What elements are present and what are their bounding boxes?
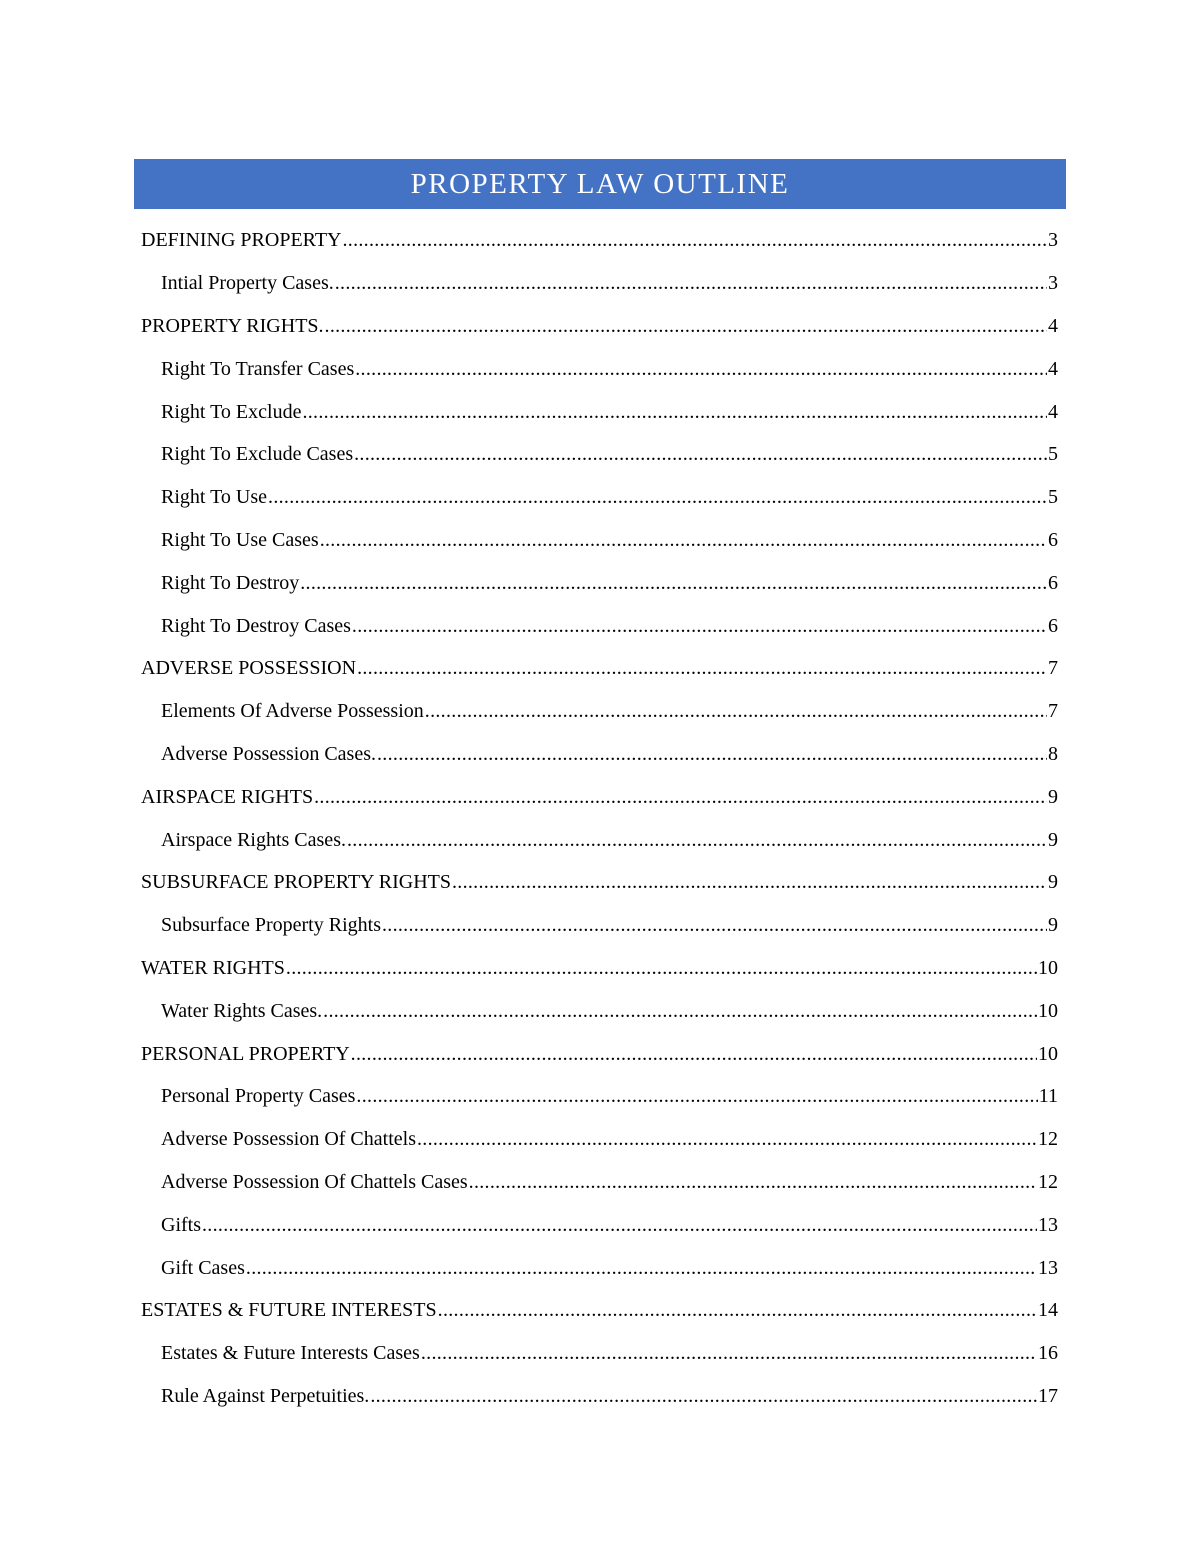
toc-dot-leader: [320, 530, 1047, 550]
toc-page-number: 17: [1038, 1384, 1058, 1407]
toc-heading-entry[interactable]: [141, 775, 1058, 818]
toc-dot-leader: [342, 230, 1047, 250]
toc-subheading-entry[interactable]: [141, 733, 1058, 776]
toc-entry-label: Elements Of Adverse Possession: [161, 700, 424, 723]
toc-page-number: 12: [1038, 1170, 1058, 1193]
toc-page-number: 9: [1048, 785, 1058, 808]
toc-page-number: 4: [1048, 400, 1058, 423]
toc-entry-label: Personal Property Cases: [161, 1085, 356, 1108]
toc-subheading-entry[interactable]: [141, 1118, 1058, 1161]
toc-page-number: 5: [1048, 486, 1058, 509]
toc-entry-label: Gifts: [161, 1213, 201, 1236]
toc-subheading-entry[interactable]: [141, 1375, 1058, 1418]
toc-heading-entry[interactable]: [141, 1032, 1058, 1075]
toc-entry-label: Right To Exclude: [161, 400, 302, 423]
toc-page-number: 9: [1048, 828, 1058, 851]
toc-dot-leader: [438, 1300, 1037, 1320]
toc-dot-leader: [370, 1386, 1037, 1406]
toc-entry-label: SUBSURFACE PROPERTY RIGHTS: [141, 871, 451, 894]
toc-page-number: 8: [1048, 742, 1058, 765]
toc-page-number: 9: [1048, 871, 1058, 894]
toc-entry-label: Right To Exclude Cases: [161, 443, 354, 466]
toc-page-number: 13: [1038, 1256, 1058, 1279]
toc-page-number: 11: [1038, 1085, 1058, 1108]
toc-dot-leader: [417, 1129, 1037, 1149]
toc-page-number: 6: [1048, 571, 1058, 594]
toc-entry-label: Gift Cases: [161, 1256, 245, 1279]
toc-entry-label: ESTATES & FUTURE INTERESTS: [141, 1299, 437, 1322]
toc-dot-leader: [323, 1001, 1037, 1021]
toc-entry-label: Water Rights Cases.: [161, 999, 323, 1022]
toc-entry-label: Subsurface Property Rights: [161, 914, 381, 937]
toc-subheading-entry[interactable]: [141, 1246, 1058, 1289]
toc-entry-label: Airspace Rights Cases.: [161, 828, 346, 851]
toc-entry-label: Right To Destroy: [161, 571, 300, 594]
toc-subheading-entry[interactable]: [141, 433, 1058, 476]
toc-entry-label: DEFINING PROPERTY: [141, 229, 342, 252]
toc-dot-leader: [377, 744, 1047, 764]
toc-heading-entry[interactable]: [141, 947, 1058, 990]
toc-dot-leader: [354, 444, 1047, 464]
toc-entry-label: Adverse Possession Of Chattels Cases: [161, 1170, 468, 1193]
toc-page-number: 5: [1048, 443, 1058, 466]
toc-page-number: 9: [1048, 914, 1058, 937]
toc-dot-leader: [355, 359, 1047, 379]
toc-dot-leader: [286, 958, 1037, 978]
toc-entry-label: Rule Against Perpetuities.: [161, 1384, 370, 1407]
toc-dot-leader: [352, 616, 1047, 636]
toc-subheading-entry[interactable]: [141, 604, 1058, 647]
toc-subheading-entry[interactable]: [141, 561, 1058, 604]
table-of-contents: [141, 219, 1058, 1417]
toc-dot-leader: [382, 915, 1047, 935]
toc-entry-label: Adverse Possession Cases.: [161, 742, 376, 765]
toc-entry-label: Right To Transfer Cases: [161, 357, 355, 380]
toc-subheading-entry[interactable]: [141, 818, 1058, 861]
toc-dot-leader: [452, 872, 1047, 892]
toc-dot-leader: [300, 573, 1047, 593]
title-banner: [134, 159, 1066, 209]
toc-heading-entry[interactable]: [141, 305, 1058, 348]
toc-page-number: 3: [1048, 229, 1058, 252]
toc-dot-leader: [302, 402, 1047, 422]
toc-entry-label: ADVERSE POSSESSION: [141, 657, 357, 680]
toc-entry-label: WATER RIGHTS: [141, 956, 285, 979]
toc-subheading-entry[interactable]: [141, 1203, 1058, 1246]
toc-dot-leader: [351, 1044, 1037, 1064]
toc-entry-label: AIRSPACE RIGHTS: [141, 785, 314, 808]
toc-entry-label: Right To Destroy Cases: [161, 614, 351, 637]
toc-page-number: 16: [1038, 1342, 1058, 1365]
toc-dot-leader: [347, 830, 1047, 850]
toc-subheading-entry[interactable]: [141, 347, 1058, 390]
toc-subheading-entry[interactable]: [141, 476, 1058, 519]
toc-entry-label: Estates & Future Interests Cases: [161, 1342, 420, 1365]
toc-subheading-entry[interactable]: [141, 262, 1058, 305]
toc-dot-leader: [356, 1086, 1037, 1106]
toc-entry-label: PERSONAL PROPERTY: [141, 1042, 350, 1065]
toc-subheading-entry[interactable]: [141, 519, 1058, 562]
toc-dot-leader: [202, 1215, 1037, 1235]
toc-dot-leader: [469, 1172, 1037, 1192]
toc-entry-label: PROPERTY RIGHTS.: [141, 314, 324, 337]
toc-entry-label: Intial Property Cases.: [161, 272, 334, 295]
toc-page-number: 6: [1048, 614, 1058, 637]
toc-heading-entry[interactable]: [141, 1289, 1058, 1332]
toc-page-number: 12: [1038, 1128, 1058, 1151]
toc-page-number: 13: [1038, 1213, 1058, 1236]
toc-entry-label: Adverse Possession Of Chattels: [161, 1128, 416, 1151]
toc-heading-entry[interactable]: [141, 219, 1058, 262]
toc-page-number: 3: [1048, 272, 1058, 295]
document-title: PROPERTY LAW OUTLINE: [410, 167, 790, 200]
toc-subheading-entry[interactable]: [141, 904, 1058, 947]
toc-subheading-entry[interactable]: [141, 1332, 1058, 1375]
toc-dot-leader: [357, 658, 1047, 678]
toc-heading-entry[interactable]: [141, 861, 1058, 904]
toc-dot-leader: [325, 316, 1047, 336]
toc-page-number: 10: [1038, 956, 1058, 979]
toc-dot-leader: [425, 701, 1047, 721]
toc-page-number: 14: [1038, 1299, 1058, 1322]
toc-subheading-entry[interactable]: [141, 1075, 1058, 1118]
toc-page-number: 4: [1048, 357, 1058, 380]
toc-subheading-entry[interactable]: [141, 390, 1058, 433]
toc-subheading-entry[interactable]: [141, 989, 1058, 1032]
toc-subheading-entry[interactable]: [141, 1161, 1058, 1204]
toc-subheading-entry[interactable]: [141, 690, 1058, 733]
toc-dot-leader: [246, 1258, 1037, 1278]
toc-page-number: 10: [1038, 999, 1058, 1022]
toc-page-number: 7: [1048, 657, 1058, 680]
toc-dot-leader: [335, 273, 1047, 293]
toc-dot-leader: [421, 1343, 1037, 1363]
toc-page-number: 6: [1048, 528, 1058, 551]
toc-page-number: 10: [1038, 1042, 1058, 1065]
toc-entry-label: Right To Use: [161, 486, 268, 509]
toc-page-number: 4: [1048, 314, 1058, 337]
toc-dot-leader: [268, 487, 1047, 507]
toc-entry-label: Right To Use Cases: [161, 528, 319, 551]
toc-dot-leader: [314, 787, 1047, 807]
toc-heading-entry[interactable]: [141, 647, 1058, 690]
toc-page-number: 7: [1048, 700, 1058, 723]
